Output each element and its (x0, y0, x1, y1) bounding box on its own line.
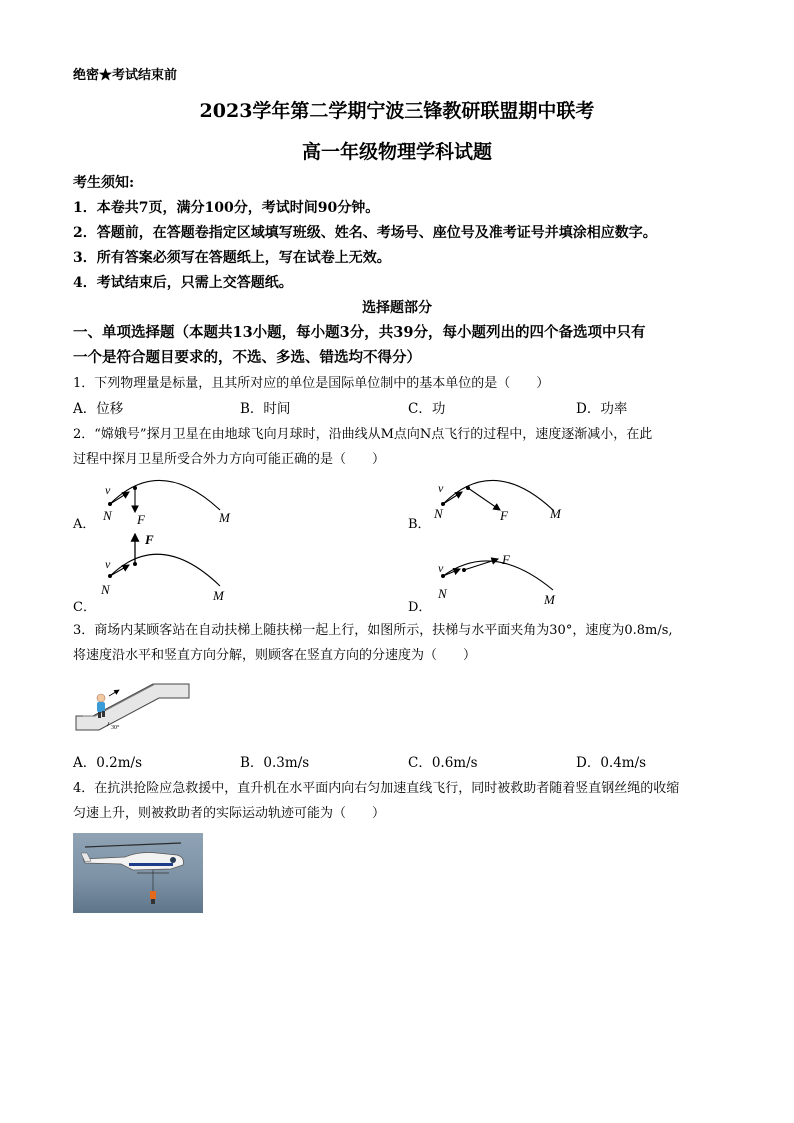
exam-title: 2023学年第二学期宁波三锋教研联盟期中联考 (199, 100, 595, 122)
q1-option-d: D．功率 (576, 401, 628, 417)
note-item-3: 3．所有答案必须写在答题纸上，写在试卷上无效。 (73, 250, 391, 266)
escalator-angle-label: 30° (111, 725, 120, 731)
q2-a-trajectory (110, 480, 220, 510)
q2-d-f-label: F (502, 552, 510, 567)
rescued-person (150, 891, 156, 899)
q2-label-c: C． (73, 600, 96, 615)
q1-stem: 1．下列物理量是标量，且其所对应的单位是国际单位制中的基本单位的是（ ） (73, 376, 550, 391)
q2-b-trajectory (443, 480, 553, 510)
q2-a-m-label: M (219, 510, 230, 525)
q2-c-v-label: v (105, 557, 111, 571)
q2-diagram-d (428, 550, 578, 608)
escalator-body (76, 684, 189, 730)
q2-d-v-label: v (438, 561, 444, 575)
q2-label-a: A． (73, 517, 96, 532)
q3-stem-line2: 将速度沿水平和竖直方向分解，则顾客在竖直方向的分速度为（ ） (73, 648, 477, 663)
q2-c-trajectory (110, 554, 220, 586)
q2-b-m-label: M (550, 506, 561, 521)
q2-d-trajectory (443, 561, 553, 590)
notes-heading: 考生须知: (73, 175, 135, 191)
q4-stem-line2: 匀速上升，则被救助者的实际运动轨迹可能为（ ） (73, 806, 386, 821)
note-item-4: 4．考试结束后，只需上交答题纸。 (73, 275, 293, 291)
q2-b-v-label: v (438, 481, 444, 495)
q2-c-f-label: F (145, 532, 154, 547)
q3-option-a: A．0.2m/s (73, 755, 142, 771)
exam-subtitle: 高一年级物理学科试题 (301, 141, 492, 163)
q2-c-n-label: N (101, 582, 110, 597)
q2-a-n-label: N (103, 508, 112, 523)
q2-a-velocity-arrow (110, 492, 129, 504)
q4-stem-line1: 4．在抗洪抢险应急救援中，直升机在水平面内向右匀加速直线飞行，同时被救助者随着竖直钢丝绳的收缩 (73, 781, 680, 796)
q1-option-b: B．时间 (240, 401, 291, 417)
q3-stem-line1: 3．商场内某顾客站在自动扶梯上随扶梯一起上行，如图所示，扶梯与水平面夹角为30°，速度为0.8m/s, (73, 623, 673, 638)
escalator-figure (73, 672, 193, 734)
section-desc-line2: 一个是符合题目要求的，不选、多选、错选均不得分） (73, 349, 421, 366)
q2-diagram-b (428, 474, 578, 532)
q2-label-b: B． (408, 517, 431, 532)
q1-option-a: A．位移 (73, 401, 124, 417)
q2-stem-line1: 2．“嫦娥号”探月卫星在由地球飞向月球时，沿曲线从M点向N点飞行的过程中，速度逐渐减小，在此 (73, 427, 653, 442)
q2-b-velocity-arrow (443, 492, 462, 504)
customer-head (97, 694, 105, 702)
q2-d-n-label: N (438, 586, 447, 601)
q2-label-d: D． (408, 600, 432, 615)
escalator-velocity-arrow (109, 690, 119, 696)
customer-body (97, 702, 105, 712)
q3-option-b: B．0.3m/s (240, 755, 310, 771)
q2-b-n-label: N (434, 506, 443, 521)
q2-diagram-a (95, 474, 245, 532)
q3-option-d: D．0.4m/s (576, 755, 647, 771)
section-title: 选择题部分 (362, 300, 432, 316)
q2-a-f-label: F (137, 512, 145, 527)
q2-d-m-label: M (544, 592, 555, 607)
q2-c-m-label: M (213, 588, 224, 602)
q2-b-force-arrow (468, 488, 500, 510)
q1-option-c: C．功 (408, 401, 446, 417)
q2-a-v-label: v (105, 483, 111, 497)
helicopter-rescue-photo (73, 833, 203, 913)
q2-diagram-c (95, 530, 245, 602)
q2-c-velocity-arrow (110, 565, 129, 576)
note-item-1: 1．本卷共7页，满分100分，考试时间90分钟。 (73, 200, 380, 216)
q2-b-f-label: F (500, 508, 508, 523)
note-item-2: 2．答题前，在答题卷指定区域填写班级、姓名、考场号、座位号及准考证号并填涂相应数字。 (73, 225, 657, 241)
q3-option-c: C．0.6m/s (408, 755, 478, 771)
q2-stem-line2: 过程中探月卫星所受合外力方向可能正确的是（ ） (73, 452, 386, 467)
confidential-mark: 绝密★考试结束前 (73, 68, 178, 83)
section-desc-line1: 一、单项选择题（本题共13小题，每小题3分，共39分，每小题列出的四个备选项中只有 (73, 324, 646, 341)
